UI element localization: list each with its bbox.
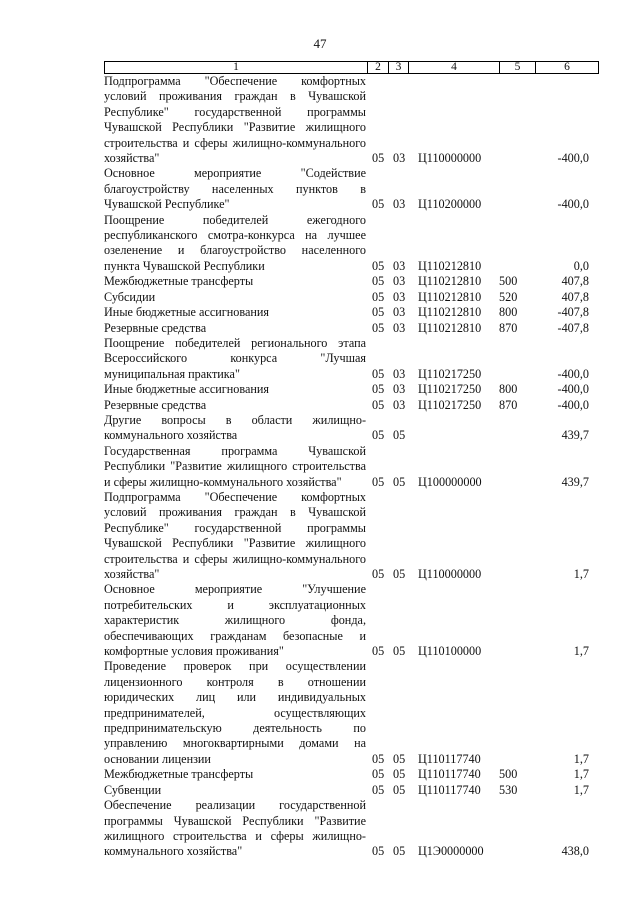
row-c3: 05 xyxy=(393,474,406,489)
row-c5: 500 xyxy=(499,767,518,782)
row-c4: Ц110217250 xyxy=(418,382,482,397)
row-c3: 03 xyxy=(393,320,406,335)
row-c4: Ц110117740 xyxy=(418,751,481,766)
row-description: Проведение проверок при осуществлении лицензионного контроля в отношении юридических лиц или индивидуальных предпринимателей, осуществляющих предпринимательскую деятельность по управлению многоквартирными домами на основании лицензии xyxy=(104,659,366,766)
row-description: Субсидии xyxy=(104,289,156,304)
row-c2: 05 xyxy=(372,366,385,381)
row-c5: 870 xyxy=(499,320,518,335)
row-description: Поощрение победителей регионального этапа Всероссийского конкурса "Лучшая муниципальная практика" xyxy=(104,335,366,381)
row-c6: 439,7 xyxy=(561,474,589,489)
row-description: Резервные средства xyxy=(104,320,207,335)
table-header xyxy=(104,61,599,74)
row-c4: Ц100000000 xyxy=(418,474,482,489)
row-c4: Ц110212810 xyxy=(418,289,482,304)
row-c6: -407,8 xyxy=(557,320,589,335)
row-c2: 05 xyxy=(372,258,385,273)
row-c6: 1,7 xyxy=(573,782,589,797)
row-c2: 05 xyxy=(372,644,385,659)
row-description: Субвенции xyxy=(104,782,162,797)
table-row xyxy=(0,659,640,767)
row-c4: Ц110217250 xyxy=(418,397,482,412)
row-c3: 05 xyxy=(393,844,406,859)
row-c3: 03 xyxy=(393,197,406,212)
table-row xyxy=(0,783,640,798)
row-c2: 05 xyxy=(372,751,385,766)
row-c3: 03 xyxy=(393,305,406,320)
row-c6: -400,0 xyxy=(557,366,589,381)
row-c6: -400,0 xyxy=(557,382,589,397)
row-description: Основное мероприятие "Содействие благоустройству населенных пунктов в Чувашской Республике" xyxy=(104,166,366,212)
row-c5: 520 xyxy=(499,289,518,304)
table-row xyxy=(0,490,640,582)
row-c6: 0,0 xyxy=(573,258,589,273)
row-c6: 1,7 xyxy=(573,767,589,782)
row-c5: 870 xyxy=(499,397,518,412)
table-row xyxy=(0,274,640,289)
row-description: Основное мероприятие "Улучшение потребительских и эксплуатационных характеристик жилищного фонда, обеспечивающих гражданам безопасные и комфортные условия проживания" xyxy=(104,582,366,659)
row-c3: 03 xyxy=(393,397,406,412)
row-c2: 05 xyxy=(372,382,385,397)
row-c2: 05 xyxy=(372,567,385,581)
row-c4: Ц110217250 xyxy=(418,366,482,381)
row-c6: 407,8 xyxy=(561,289,589,304)
page-number: 47 xyxy=(313,36,327,51)
row-c2: 05 xyxy=(372,197,385,212)
table-row xyxy=(0,382,640,397)
row-c3: 05 xyxy=(393,782,406,797)
row-c4: Ц110100000 xyxy=(418,644,482,659)
row-c3: 05 xyxy=(393,751,406,766)
row-c2: 05 xyxy=(372,289,385,304)
row-c5: 800 xyxy=(499,382,518,397)
row-c2: 05 xyxy=(372,397,385,412)
row-c5: 800 xyxy=(499,305,518,320)
row-c3: 03 xyxy=(393,258,406,273)
row-c4: Ц110212810 xyxy=(418,274,482,289)
row-c3: 05 xyxy=(393,767,406,782)
row-description: Межбюджетные трансферты xyxy=(104,274,254,289)
row-c2: 05 xyxy=(372,428,385,443)
row-c6: 1,7 xyxy=(573,751,589,766)
row-c6: 439,7 xyxy=(561,428,589,443)
row-c4: Ц110117740 xyxy=(418,767,481,782)
table-row xyxy=(0,582,640,659)
row-c4: Ц110117740 xyxy=(418,782,481,797)
row-c6: -400,0 xyxy=(557,397,589,412)
table-row xyxy=(0,74,640,166)
row-c6: -400,0 xyxy=(557,197,589,212)
row-c3: 03 xyxy=(393,274,406,289)
row-description: Подпрограмма "Обеспечение комфортных условий проживания граждан в Чувашской Республике" государственной программы Чувашской Республики "Развитие жилищного строительства и сферы жилищно-коммунального хозяйства" xyxy=(104,74,366,166)
row-description: Подпрограмма "Обеспечение комфортных условий проживания граждан в Чувашской Республике" государственной программы Чувашской Республики "Развитие жилищного строительства и сферы жилищно-коммунального хозяйства" xyxy=(104,489,366,581)
header-col-5: 5 xyxy=(499,62,535,73)
row-c2: 05 xyxy=(372,305,385,320)
row-c2: 05 xyxy=(372,782,385,797)
row-description: Другие вопросы в области жилищно-коммунального хозяйства xyxy=(104,412,366,443)
row-c3: 05 xyxy=(393,567,406,581)
row-description: Поощрение победителей ежегодного республиканского смотра-конкурса на лучшее озеленение и благоустройство населенного пункта Чувашской Республики xyxy=(104,212,366,273)
row-description: Иные бюджетные ассигнования xyxy=(104,305,270,320)
row-c4: Ц110212810 xyxy=(418,320,482,335)
row-c3: 05 xyxy=(393,428,406,443)
row-description: Резервные средства xyxy=(104,397,207,412)
row-c2: 05 xyxy=(372,274,385,289)
table-row xyxy=(0,444,640,490)
row-c6: 407,8 xyxy=(561,274,589,289)
row-c4: Ц110000000 xyxy=(418,151,482,166)
header-col-2: 2 xyxy=(367,62,388,73)
row-c4: Ц1Э0000000 xyxy=(418,844,484,859)
row-c6: -407,8 xyxy=(557,305,589,320)
header-col-3: 3 xyxy=(388,62,408,73)
row-c4: Ц110000000 xyxy=(418,567,482,581)
row-description: Обеспечение реализации государственной программы Чувашской Республики "Развитие жилищного строительства и сферы жилищно-коммунального хозяйства" xyxy=(104,798,366,859)
row-c2: 05 xyxy=(372,767,385,782)
row-c2: 05 xyxy=(372,151,385,166)
row-c3: 03 xyxy=(393,151,406,166)
row-c5: 500 xyxy=(499,274,518,289)
row-c6: 1,7 xyxy=(573,644,589,659)
row-c4: Ц110200000 xyxy=(418,197,482,212)
row-c2: 05 xyxy=(372,320,385,335)
table-row xyxy=(0,321,640,336)
header-col-6: 6 xyxy=(535,62,598,73)
row-c2: 05 xyxy=(372,474,385,489)
row-c5: 530 xyxy=(499,782,518,797)
row-description: Государственная программа Чувашской Республики "Развитие жилищного строительства и сферы жилищно-коммунального хозяйства" xyxy=(104,443,366,489)
row-c3: 03 xyxy=(393,366,406,381)
row-description: Межбюджетные трансферты xyxy=(104,767,254,782)
table-row xyxy=(0,336,640,382)
table-row xyxy=(0,305,640,320)
row-c3: 03 xyxy=(393,382,406,397)
row-c6: 438,0 xyxy=(561,844,589,859)
table-row xyxy=(0,166,640,212)
table-row xyxy=(0,290,640,305)
row-description: Иные бюджетные ассигнования xyxy=(104,382,270,397)
row-c4: Ц110212810 xyxy=(418,258,482,273)
table-row xyxy=(0,413,640,444)
row-c2: 05 xyxy=(372,844,385,859)
header-col-1: 1 xyxy=(233,61,239,73)
table-row xyxy=(0,213,640,275)
table-row xyxy=(0,767,640,782)
header-col-4: 4 xyxy=(408,62,499,73)
table-row xyxy=(0,798,640,860)
row-c6: 1,7 xyxy=(573,567,589,581)
row-c3: 05 xyxy=(393,644,406,659)
row-c4: Ц110212810 xyxy=(418,305,482,320)
table-body xyxy=(0,74,640,860)
row-c6: -400,0 xyxy=(557,151,589,166)
table-row xyxy=(0,398,640,413)
row-c3: 03 xyxy=(393,289,406,304)
